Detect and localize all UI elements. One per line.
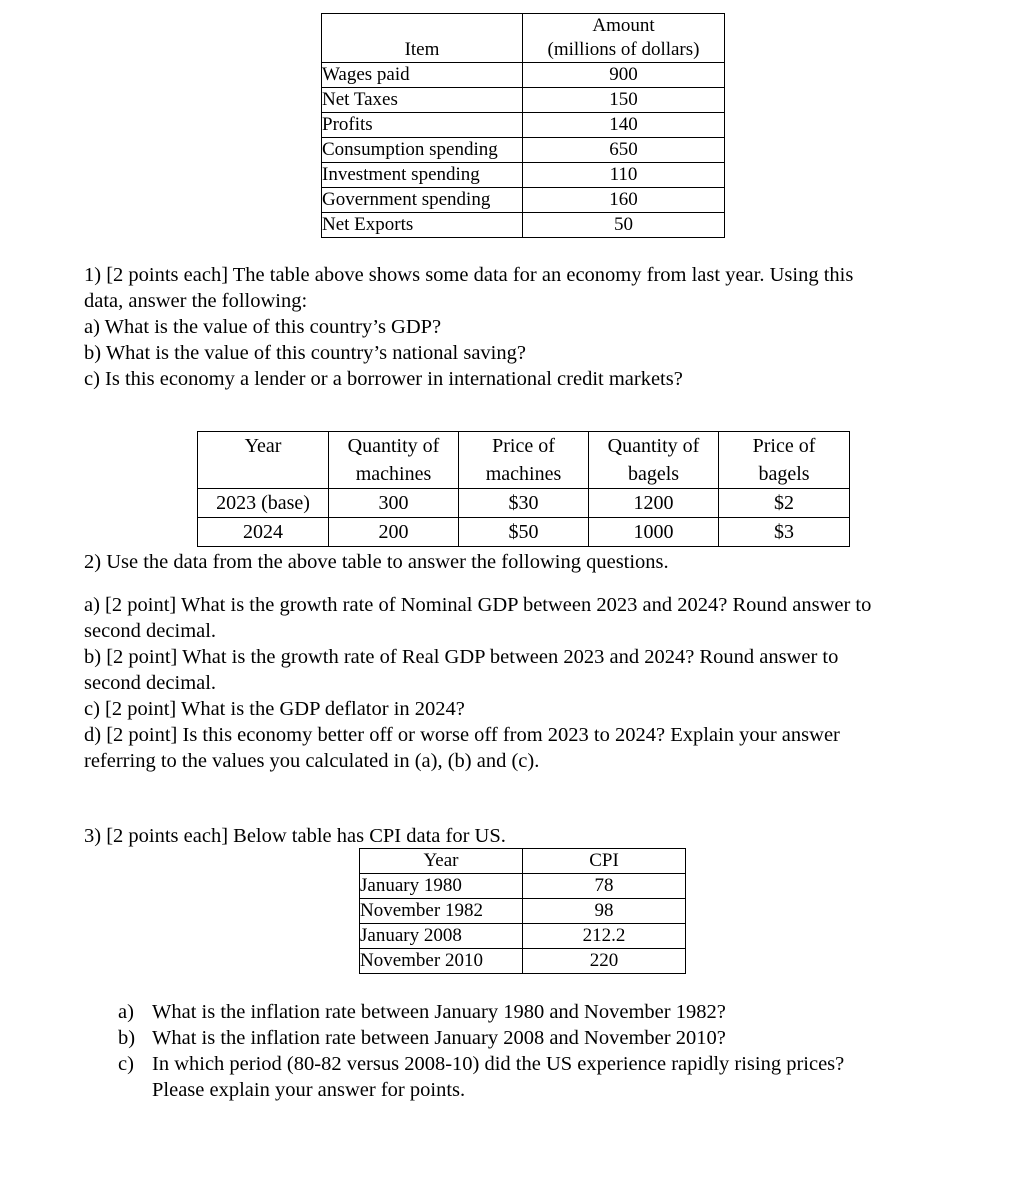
item-text: What is the inflation rate between January 2008 and November 2010? — [152, 1027, 726, 1049]
table-row — [322, 63, 725, 88]
q2-part-b-line2: second decimal. — [84, 672, 217, 694]
header-text: machines — [485, 463, 562, 485]
quantity-bagels-cell: 1200 — [589, 489, 719, 518]
year-cell: November 2010 — [360, 949, 523, 974]
item-cell: Government spending — [322, 188, 523, 213]
list-item — [118, 999, 952, 1025]
year-cell: 2023 (base) — [198, 489, 329, 518]
question-3-intro — [84, 823, 964, 849]
year-cell: 2024 — [198, 518, 329, 547]
cpi-cell: 220 — [523, 949, 686, 974]
amount-cell: 140 — [523, 113, 725, 138]
production-table — [197, 431, 850, 547]
item-label: c) — [118, 1053, 134, 1075]
table-header-row — [322, 14, 725, 63]
spacer — [118, 1077, 152, 1103]
year-cell: January 2008 — [360, 924, 523, 949]
header-year: Year — [360, 849, 523, 874]
list-item-continuation — [118, 1077, 952, 1103]
q1-intro-line1: 1) [2 points each] The table above shows some data for an economy from last year. Using this — [84, 264, 854, 286]
question-1 — [84, 262, 964, 392]
q1-part-a: a) What is the value of this country’s GDP? — [84, 316, 442, 338]
item-cell: Net Exports — [322, 213, 523, 238]
table-row — [322, 138, 725, 163]
amount-cell: 50 — [523, 213, 725, 238]
question-2-parts — [84, 592, 984, 774]
year-cell: January 1980 — [360, 874, 523, 899]
q2-intro: 2) Use the data from the above table to answer the following questions. — [84, 551, 669, 573]
table-row — [322, 163, 725, 188]
cpi-cell: 78 — [523, 874, 686, 899]
q2-part-a-line1: a) [2 point] What is the growth rate of Nominal GDP between 2023 and 2024? Round answer to — [84, 594, 872, 616]
q2-part-d-line1: d) [2 point] Is this economy better off or worse off from 2023 to 2024? Explain your answer — [84, 724, 840, 746]
amount-cell: 160 — [523, 188, 725, 213]
header-quantity-machines — [329, 432, 459, 489]
header-amount-line1: Amount — [592, 15, 655, 36]
q1-part-c: c) Is this economy a lender or a borrower in international credit markets? — [84, 368, 683, 390]
amount-cell: 900 — [523, 63, 725, 88]
national-accounts-table — [321, 13, 725, 238]
header-text: Price of — [492, 435, 555, 457]
price-bagels-cell: $3 — [719, 518, 850, 547]
list-item — [118, 1051, 952, 1077]
q2-part-a-line2: second decimal. — [84, 620, 217, 642]
item-text: What is the inflation rate between January 1980 and November 1982? — [152, 1001, 726, 1023]
quantity-machines-cell: 200 — [329, 518, 459, 547]
item-cell: Wages paid — [322, 63, 523, 88]
amount-cell: 150 — [523, 88, 725, 113]
item-label: b) — [118, 1027, 136, 1049]
header-text: Quantity of — [347, 435, 440, 457]
item-cell: Profits — [322, 113, 523, 138]
q2-part-b-line1: b) [2 point] What is the growth rate of Real GDP between 2023 and 2024? Round answer to — [84, 646, 839, 668]
price-machines-cell: $30 — [459, 489, 589, 518]
table-row — [198, 518, 850, 547]
header-price-machines — [459, 432, 589, 489]
item-cell: Investment spending — [322, 163, 523, 188]
quantity-bagels-cell: 1000 — [589, 518, 719, 547]
header-amount-line2: (millions of dollars) — [547, 39, 700, 60]
item-text: Please explain your answer for points. — [152, 1079, 466, 1101]
item-label: a) — [118, 1001, 134, 1023]
year-cell: November 1982 — [360, 899, 523, 924]
header-amount — [523, 14, 725, 63]
header-text: bagels — [758, 463, 810, 485]
table-row — [322, 188, 725, 213]
table-row — [322, 113, 725, 138]
q3-intro: 3) [2 points each] Below table has CPI data for US. — [84, 825, 506, 847]
cpi-table — [359, 848, 686, 974]
table-row — [360, 874, 686, 899]
item-text: In which period (80-82 versus 2008-10) did the US experience rapidly rising prices? — [152, 1053, 845, 1075]
quantity-machines-cell: 300 — [329, 489, 459, 518]
cpi-cell: 212.2 — [523, 924, 686, 949]
table-row — [360, 949, 686, 974]
q1-intro-line2: data, answer the following: — [84, 290, 308, 312]
cpi-cell: 98 — [523, 899, 686, 924]
question-2-intro — [84, 549, 964, 575]
q2-part-c: c) [2 point] What is the GDP deflator in 2024? — [84, 698, 465, 720]
header-text: Price of — [752, 435, 816, 457]
item-cell: Net Taxes — [322, 88, 523, 113]
price-bagels-cell: $2 — [719, 489, 850, 518]
table-row — [322, 88, 725, 113]
question-3-parts — [118, 999, 952, 1103]
header-text: Quantity of — [607, 435, 700, 457]
header-text: machines — [355, 463, 432, 485]
table-row — [198, 489, 850, 518]
table-row — [360, 924, 686, 949]
q2-part-d-line2: referring to the values you calculated in (a), (b) and (c). — [84, 750, 540, 772]
list-item — [118, 1025, 952, 1051]
header-quantity-bagels — [589, 432, 719, 489]
table-header-row — [198, 432, 850, 489]
amount-cell: 650 — [523, 138, 725, 163]
table-row — [360, 899, 686, 924]
header-item: Item — [322, 14, 523, 63]
item-cell: Consumption spending — [322, 138, 523, 163]
header-text: bagels — [627, 463, 680, 485]
header-cpi: CPI — [523, 849, 686, 874]
table-row — [322, 213, 725, 238]
table-header-row — [360, 849, 686, 874]
q1-part-b: b) What is the value of this country’s national saving? — [84, 342, 526, 364]
header-price-bagels — [719, 432, 850, 489]
price-machines-cell: $50 — [459, 518, 589, 547]
amount-cell: 110 — [523, 163, 725, 188]
header-year: Year — [198, 432, 329, 489]
